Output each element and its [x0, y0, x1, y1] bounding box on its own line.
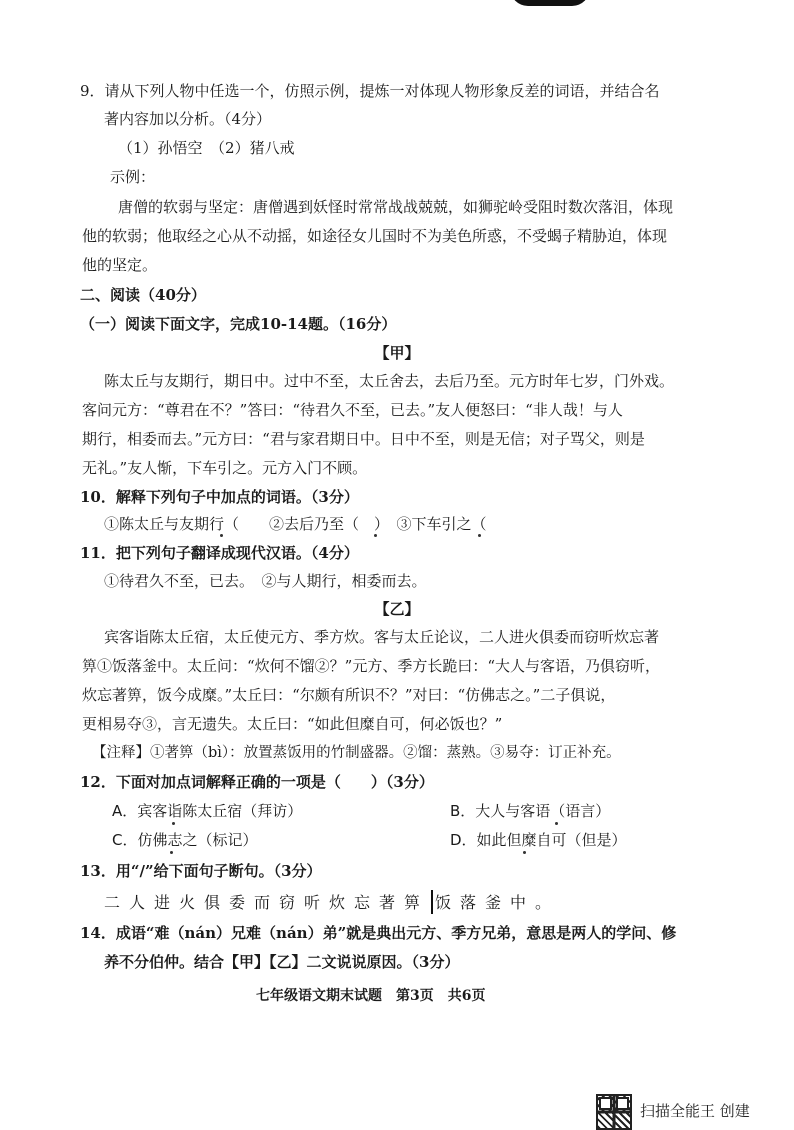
example-line-1: 唐僧的软弱与坚定：唐僧遇到妖怪时常常战战兢兢，如狮驼岭受阻时数次落泪，体现: [118, 198, 674, 216]
passage-jia-line-1: 陈太丘与友期行，期日中。过中不至，太丘舍去，去后乃至。元方时年七岁，门外戏。: [104, 372, 675, 390]
question-13: 13．用“/”给下面句子断句。（3分）: [80, 862, 322, 880]
handwritten-slash-mark: [431, 890, 433, 914]
sentence-part-1: 二人进火俱委而窃听炊忘著箅: [104, 893, 430, 912]
page-footer: 七年级语文期末试题 第3页 共6页: [256, 988, 486, 1004]
section-2-heading: 二、阅读（40分）: [80, 286, 206, 304]
example-line-3: 他的坚定。: [82, 256, 158, 274]
passage-jia-heading: 【甲】: [374, 344, 420, 362]
question-12-option-c: C．仿佛志之（标记）: [112, 831, 258, 849]
question-14-line-1: 14．成语“难（nán）兄难（nán）弟”就是典出元方、季方兄弟，意思是两人的学问、修: [80, 924, 677, 942]
question-9-options: （1）孙悟空 （2）猪八戒: [118, 139, 295, 157]
passage-jia-line-4: 无礼。”友人惭，下车引之。元方入门不顾。: [82, 459, 368, 477]
passage-yi-line-3: 炊忘著箅，饭今成糜。”太丘曰：“尔颇有所识不？”对曰：“仿佛志之。”二子俱说，: [82, 686, 616, 704]
sentence-part-2: 饭落釜中。: [435, 893, 561, 912]
passage-yi-heading: 【乙】: [374, 600, 420, 618]
question-9-line-2: 著内容加以分析。（4分）: [104, 110, 272, 128]
question-12-option-a: A．宾客诣陈太丘宿（拜访）: [112, 802, 303, 820]
question-11-items: ①待君久不至，已去。 ②与人期行，相委而去。: [104, 572, 427, 590]
passage-jia-line-3: 期行，相委而去。”元方曰：“君与家君期日中。日中不至，则是无信；对子骂父，则是: [82, 430, 645, 448]
annotation-notes: 【注释】①著箅（bì）：放置蒸饭用的竹制盛器。②馏：蒸熟。③易夺：订正补充。: [92, 745, 621, 761]
question-10-items: ①陈太丘与友期行（ ②去后乃至（ ） ③下车引之（: [104, 515, 487, 533]
passage-yi-line-2: 箅①饭落釜中。太丘问：“炊何不馏②？”元方、季方长跪曰：“大人与客语，乃俱窃听，: [82, 657, 661, 675]
emphasis-dot: [172, 822, 175, 825]
question-9-line-1: 9．请从下列人物中任选一个，仿照示例，提炼一对体现人物形象反差的词语，并结合名: [80, 82, 660, 100]
scanner-watermark: 扫描全能王 创建: [640, 1102, 750, 1120]
scan-artifact: [510, 0, 590, 6]
question-12: 12．下面对加点词解释正确的一项是（ ）（3分）: [80, 773, 434, 791]
emphasis-dot: [170, 851, 173, 854]
part-1-heading: （一）阅读下面文字，完成10-14题。（16分）: [80, 315, 397, 333]
question-10: 10．解释下列句子中加点的词语。（3分）: [80, 488, 359, 506]
example-line-2: 他的软弱；他取经之心从不动摇，如途径女儿国时不为美色所惑，不受蝎子精胁迫，体现: [82, 227, 668, 245]
emphasis-dot: [478, 534, 481, 537]
passage-yi-line-1: 宾客诣陈太丘宿，太丘使元方、季方炊。客与太丘论议，二人进火俱委而窃听炊忘著: [104, 628, 660, 646]
question-12-option-d: D．如此但糜自可（但是）: [450, 831, 627, 849]
qr-code-icon: [596, 1094, 632, 1130]
question-14-line-2: 养不分伯仲。结合【甲】【乙】二文说说原因。（3分）: [104, 953, 460, 971]
question-13-sentence: [104, 890, 560, 914]
emphasis-dot: [523, 851, 526, 854]
emphasis-dot: [220, 534, 223, 537]
question-12-option-b: B．大人与客语（语言）: [450, 802, 611, 820]
question-11: 11．把下列句子翻译成现代汉语。（4分）: [80, 544, 359, 562]
example-label: 示例：: [110, 168, 156, 186]
emphasis-dot: [374, 534, 377, 537]
emphasis-dot: [555, 822, 558, 825]
passage-jia-line-2: 客问元方：“尊君在不？”答曰：“待君久不至，已去。”友人便怒曰：“非人哉！与人: [82, 401, 623, 419]
passage-yi-line-4: 更相易夺③，言无遗失。太丘曰：“如此但糜自可，何必饭也？”: [82, 715, 503, 733]
